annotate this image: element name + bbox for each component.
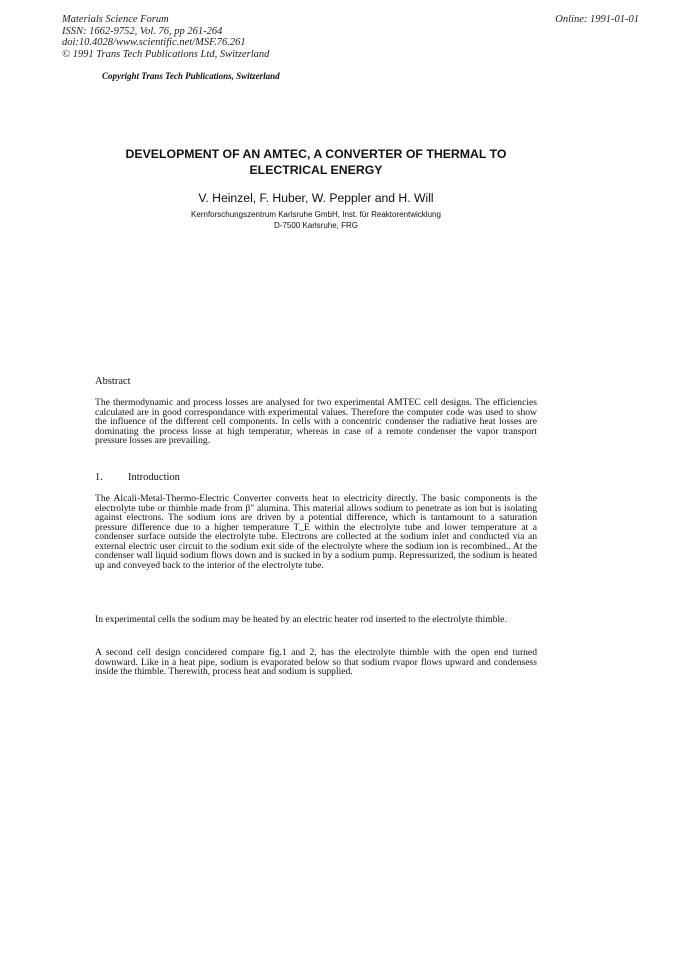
abstract-heading: Abstract — [95, 376, 131, 387]
affiliation — [96, 209, 536, 231]
title-line-2: ELECTRICAL ENERGY — [249, 163, 383, 177]
copyright-line: © 1991 Trans Tech Publications Ltd, Switzerland — [62, 48, 270, 60]
publication-info — [62, 14, 269, 60]
introduction-paragraph-1: The Alcali-Metal-Thermo-Electric Converter converts heat to electricity directly. The basic components is the electrolyte tube or thimble made from β" alumina. This material allows sodium to penetrate as ion but is isolating against electrons. The sodium ions are driven by a potential difference, which is tantamount to a saturation pressure difference due to a higher temperature T_E within the electrolyte tube and lower temperature at a condenser surface outside the electrolyte tube. Electrons are collected at the sodium inlet and conducted via an external electric user circuit to the sodium exit side of the electrolyte where the sodium ion is recombined.. At the condenser wall liquid sodium flows down and is sucked in by a sodium pump. Repressurized, the sodium is heated up and conveyed back to the interior of the electrolyte tube. — [95, 493, 537, 571]
author-list: V. Heinzel, F. Huber, W. Peppler and H. Will — [198, 191, 434, 205]
affiliation-line-1: Kernforschungszentrum Karlsruhe GmbH, Inst. für Reaktorentwicklung — [191, 210, 441, 219]
abstract-text: The thermodynamic and process losses are analysed for two experimental AMTEC cell designs. The efficiencies calculated are in good correspondance with experimental values. Therefore the computer code was used to show the influence of the different cell components. In cells with a concentric condenser the radiative heat losses are dominating the process losse at high temperatur, whereas in case of a remote condenser the vapor transport pressure losses are prevailing. — [95, 397, 537, 446]
title-line-1: DEVELOPMENT OF AN AMTEC, A CONVERTER OF THERMAL TO — [125, 147, 507, 161]
copyright-notice: Copyright Trans Tech Publications, Switzerland — [102, 71, 280, 81]
journal-name: Materials Science Forum — [62, 14, 169, 25]
doi-link[interactable]: doi:10.4028/www.scientific.net/MSF.76.261 — [62, 37, 246, 48]
online-date: Online: 1991-01-01 — [555, 14, 639, 25]
introduction-heading — [95, 472, 180, 483]
issn-line: ISSN: 1662-9752, Vol. 76, pp 261-264 — [62, 25, 223, 37]
paper-title — [96, 146, 536, 178]
introduction-paragraph-3: A second cell design concidered compare fig.1 and 2, has the electrolyte thimble with the open end turned downward. Like in a heat pipe, sodium is evaporated below so that sodium rvapor flows upward and condensess inside the thimble. Therewith, process heat and sodium is supplied. — [95, 647, 537, 677]
section-number: 1. — [95, 472, 103, 483]
introduction-paragraph-2: In experimental cells the sodium may be heated by an electric heater rod inserted to the electrolyte thimble. — [95, 614, 507, 625]
affiliation-line-2: D-7500 Karlsruhe, FRG — [273, 221, 359, 230]
section-title: Introduction — [128, 472, 180, 483]
